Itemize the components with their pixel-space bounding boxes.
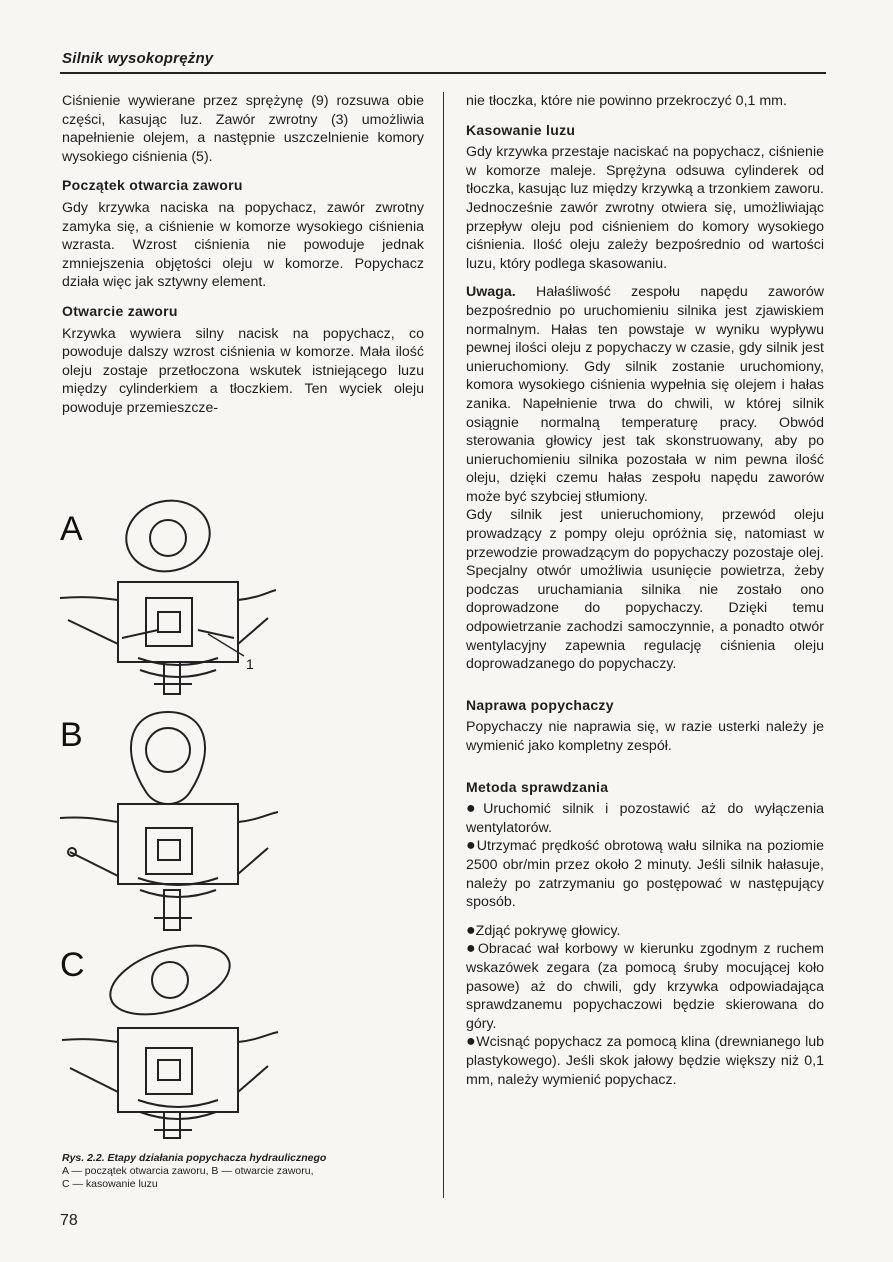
hydraulic-tappet-figure (58, 488, 438, 1148)
diagram-a (60, 493, 276, 694)
figure-label-c: C (60, 946, 85, 984)
column-divider (443, 92, 444, 1198)
note-text: Hałaśliwość zespołu napędu zaworów bezpośrednio po uruchomieniu silnika jest zjawiskiem normalnym. Hałas ten powstaje w wyniku wypływu pewnej ilości oleju z popychaczy w czasie, gdy silnik jest unieruchomiony. Gdy silnik zostanie uruchomiony, komora wysokiego ciśnienia wypełnia się olejem i hałas zanika. Napełnienie trwa do chwili, w której silnik osiągnie normalną temperaturę pracy. Obwód sterowania głowicy jest tak skonstruowany, aby po unieruchomieniu silnika pozostała w nim pewna ilość oleju, dzięki czemu hałas zespołu napędu zaworów może być szybciej stłumiony. (466, 284, 824, 505)
page-number: 78 (60, 1212, 78, 1229)
right-column (466, 92, 824, 1089)
section-heading-tappet-repair: Naprawa popychaczy (466, 696, 614, 713)
paragraph-valve-opening-start: Gdy krzywka naciska na popychacz, zawór zwrotny zamyka się, a ciśnienie w komorze wysokiego ciśnienia wzrasta. Wzrost ciśnienia nie powoduje jednak zmniejszenia objętości oleju w komorze. Popychacz działa więc jak sztywny element. (62, 199, 424, 291)
list-item: ●Utrzymać prędkość obrotową wału silnika na poziomie 2500 obr/min przez około 2 minuty. Jeśli silnik hałasuje, należy po zatrzymaniu go postępować w następujący sposób. (466, 837, 824, 911)
header-rule (60, 72, 826, 74)
bullet-icon: ● (466, 940, 478, 958)
section-heading-check-method: Metoda sprawdzania (466, 778, 609, 795)
paragraph-lash-removal: Gdy krzywka przestaje naciskać na popychacz, ciśnienie w komorze maleje. Sprężyna odsuwa cylinderek od tłoczka, kasując luz między krzywką a trzonkiem zaworu. Jednocześnie zawór zwrotny otwiera się, umożliwiając przepływ oleju pod ciśnieniem do komory wysokiego ciśnienia. Ilość oleju zależy bezpośrednio od wartości luzu, który podlega skasowaniu. (466, 144, 824, 272)
paragraph-tappet-repair: Popychaczy nie naprawia się, w razie usterki należy je wymienić jako kompletny zespół. (466, 719, 824, 754)
bullet-icon: ● (466, 1033, 477, 1051)
list-item: ●Obracać wał korbowy w kierunku zgodnym z ruchem wskazówek zegara (za pomocą śruby mocującej koło pasowe) aż do chwili, gdy krzywka odpowiadająca sprawdzanemu popychaczowi będzie skierowana do góry. (466, 940, 824, 1032)
bullet-icon: ● (466, 837, 477, 855)
diagram-b (60, 712, 278, 930)
intro-paragraph: Ciśnienie wywierane przez sprężynę (9) rozsuwa obie części, kasując luz. Zawór zwrotny (3) umożliwia napełnienie olejem, a następnie uszczelnienie komory wysokiego ciśnienia (5). (62, 93, 424, 165)
callout-number: 1 (246, 656, 254, 672)
figure-caption (62, 1152, 432, 1191)
running-head: Silnik wysokoprężny (62, 50, 214, 67)
note-lead: Uwaga. (466, 284, 516, 301)
left-column (62, 92, 424, 418)
note-paragraph-2: Gdy silnik jest unieruchomiony, przewód oleju prowadzący z pompy oleju opróżnia się, natomiast w przewodzie prowadzącym do popychaczy pozostaje olej. Specjalny otwór umożliwia usunięcie powietrza, żeby podczas uruchamiania silnika nie zostało ono doprowadzone do popychaczy. Dzięki temu odpowietrzanie zachodzi samoczynnie, a ponadto otwór wentylacyjny zapewnia regulację ciśnienia oleju doprowadzanego do popychaczy. (466, 507, 824, 673)
figure-label-a: A (60, 510, 83, 548)
section-heading-lash-removal: Kasowanie luzu (466, 121, 576, 138)
caption-line-2: C — kasowanie luzu (62, 1178, 158, 1190)
continuation-paragraph: nie tłoczka, które nie powinno przekroczyć 0,1 mm. (466, 93, 787, 109)
diagram-c (62, 932, 278, 1138)
section-heading-valve-opening-start: Początek otwarcia zaworu (62, 177, 243, 194)
paragraph-valve-opening: Krzywka wywiera silny nacisk na popychacz, co powoduje dalszy wzrost ciśnienia w komorze. Mała ilość oleju zostaje przetłoczona wskutek istniejącego luzu między cylinderkiem a tłoczkiem. Ten wyciek oleju powoduje przemieszcze- (62, 325, 424, 416)
list-item: ●Zdjąć pokrywę głowicy. (466, 921, 621, 939)
section-heading-valve-opening: Otwarcie zaworu (62, 302, 178, 319)
bullet-icon: ● (466, 800, 484, 818)
figure-label-b: B (60, 716, 83, 754)
caption-line-1: A — początek otwarcia zaworu, B — otwarcie zaworu, (62, 1165, 314, 1177)
tappet-diagrams (58, 488, 438, 1148)
bullet-icon: ● (466, 921, 476, 939)
list-item: ●Uruchomić silnik i pozostawić aż do wyłączenia wentylatorów. (466, 800, 824, 836)
list-item: ●Wcisnąć popychacz za pomocą klina (drewnianego lub plastykowego). Jeśli skok jałowy będzie większy niż 0,1 mm, należy wymienić popychacz. (466, 1033, 824, 1088)
caption-title: Rys. 2.2. Etapy działania popychacza hydraulicznego (62, 1152, 327, 1164)
note-paragraph (466, 283, 824, 506)
check-method-list (466, 800, 824, 1089)
